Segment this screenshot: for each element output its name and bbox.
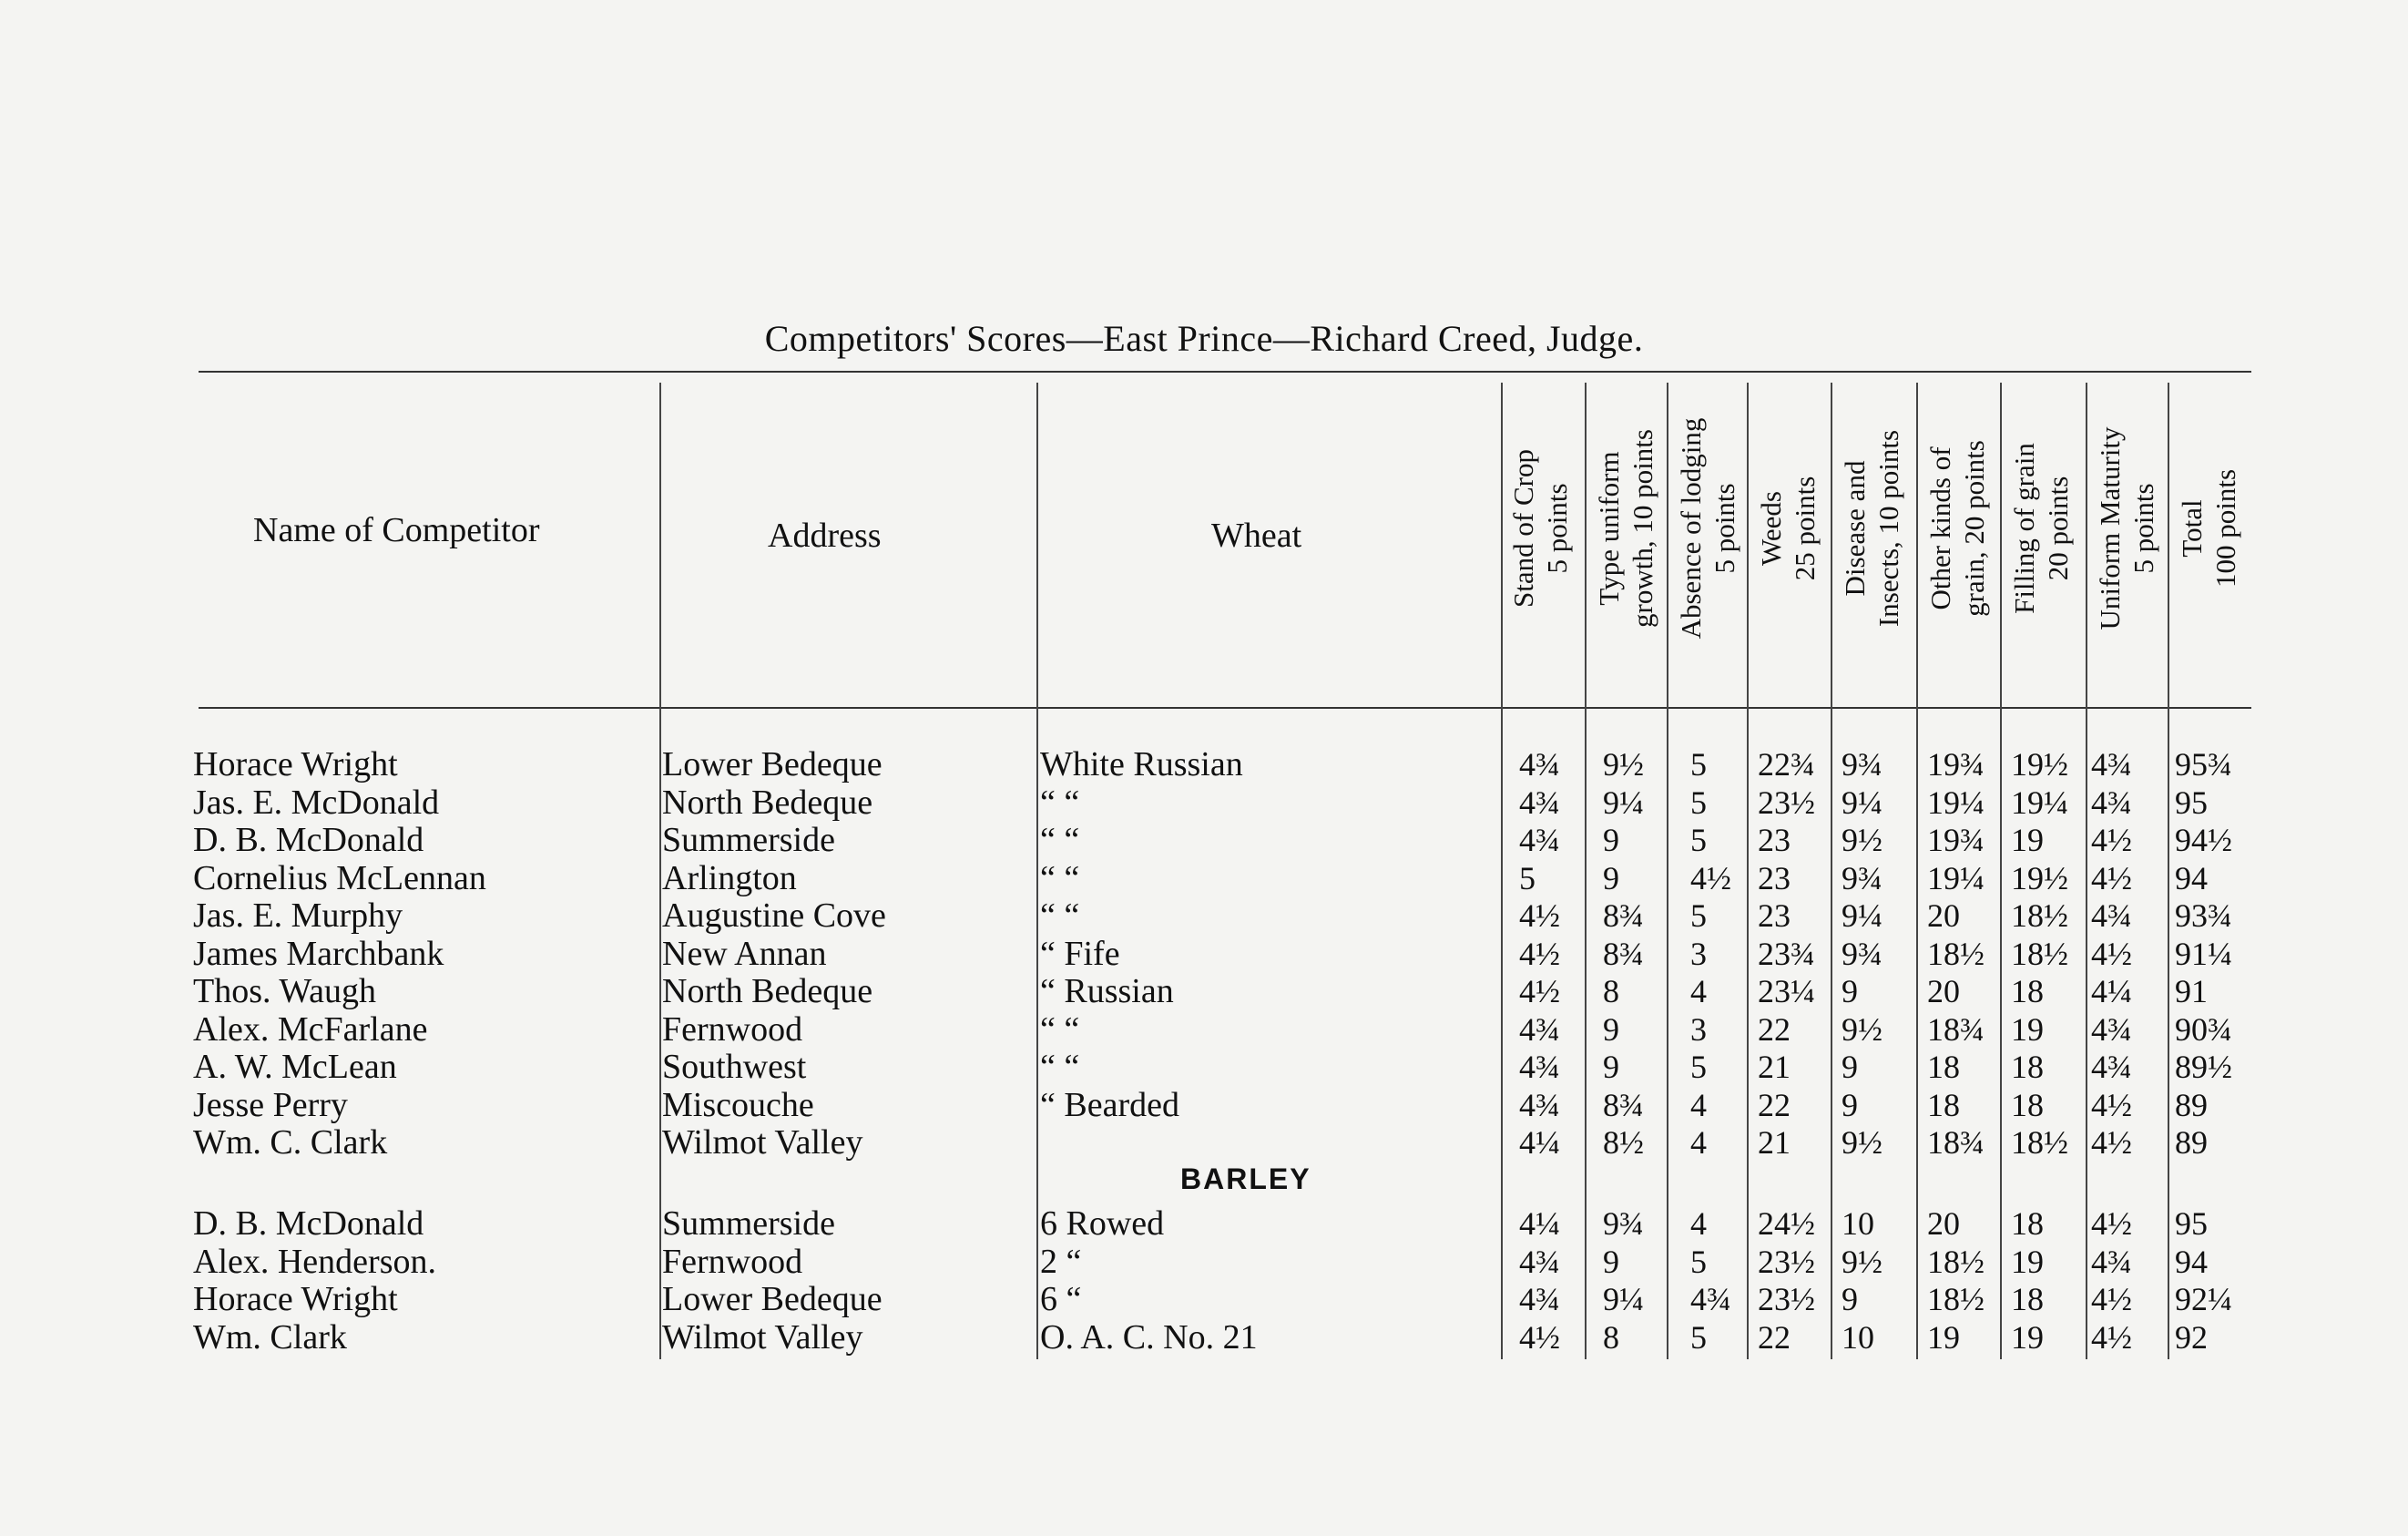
score-cell: 4¾ bbox=[1519, 783, 1560, 821]
competitor-address: Southwest bbox=[662, 1048, 807, 1086]
table-row bbox=[0, 896, 2408, 935]
score-cell: 89 bbox=[2175, 1086, 2208, 1123]
score-cell: 19 bbox=[2011, 1243, 2044, 1280]
table-row bbox=[0, 1086, 2408, 1124]
score-cell: 4½ bbox=[1519, 935, 1560, 972]
score-cell: 9½ bbox=[1842, 822, 1883, 858]
score-cell: 18½ bbox=[1927, 935, 1985, 972]
score-cell: 9 bbox=[1842, 1086, 1858, 1123]
competitor-name: Wm. C. Clark bbox=[193, 1123, 388, 1162]
score-header-line1: Disease and bbox=[1839, 460, 1871, 597]
score-cell: 4¾ bbox=[1519, 822, 1560, 858]
score-cell: 9 bbox=[1842, 973, 1858, 1009]
score-cell: 4¾ bbox=[1519, 1010, 1560, 1048]
score-cell: 18 bbox=[2011, 1281, 2044, 1317]
score-cell: 94½ bbox=[2175, 822, 2232, 858]
score-cell: 9 bbox=[1603, 1049, 1619, 1085]
competitor-address: New Annan bbox=[662, 934, 827, 973]
score-cell: 4¼ bbox=[1519, 1205, 1560, 1242]
header-name: Name of Competitor bbox=[253, 511, 540, 549]
header-bottom-rule bbox=[199, 707, 2251, 709]
score-cell: 9 bbox=[1603, 1010, 1619, 1048]
score-cell: 95 bbox=[2175, 1205, 2208, 1242]
grain-variety: White Russian bbox=[1040, 745, 1243, 783]
score-cell: 18 bbox=[2011, 973, 2044, 1009]
score-cell: 4¼ bbox=[1519, 1124, 1560, 1161]
competitor-name: Alex. McFarlane bbox=[193, 1009, 428, 1049]
score-cell: 9½ bbox=[1842, 1243, 1883, 1280]
competitor-address: Lower Bedeque bbox=[662, 745, 883, 783]
score-column-header bbox=[1592, 355, 1670, 701]
competitor-address: North Bedeque bbox=[662, 972, 873, 1010]
grain-variety: “ “ bbox=[1040, 858, 1080, 897]
score-cell: 4 bbox=[1690, 973, 1707, 1009]
grain-variety: “ Bearded bbox=[1040, 1085, 1179, 1124]
score-cell: 9¾ bbox=[1603, 1205, 1644, 1242]
score-header-line2: growth, 10 points bbox=[1627, 429, 1658, 628]
score-column-header bbox=[1838, 355, 1916, 701]
score-cell: 8¾ bbox=[1603, 935, 1644, 972]
competitor-name: A. W. McLean bbox=[193, 1048, 397, 1086]
score-cell: 9 bbox=[1842, 1049, 1858, 1085]
score-cell: 9¾ bbox=[1842, 935, 1883, 972]
score-cell: 4½ bbox=[2091, 1124, 2132, 1161]
score-cell: 3 bbox=[1690, 935, 1707, 972]
score-header-line2: 5 points bbox=[1541, 483, 1573, 574]
score-cell: 18½ bbox=[1927, 1243, 1985, 1280]
score-cell: 9¼ bbox=[1603, 783, 1644, 821]
score-column-header bbox=[2175, 355, 2253, 701]
score-cell: 90¾ bbox=[2175, 1010, 2232, 1048]
score-cell: 8 bbox=[1603, 1318, 1619, 1356]
score-cell: 18½ bbox=[2011, 935, 2068, 972]
score-cell: 18 bbox=[2011, 1086, 2044, 1123]
score-header-line1: Stand of Crop bbox=[1507, 449, 1539, 608]
score-cell: 5 bbox=[1690, 1049, 1707, 1085]
competitor-address: Summerside bbox=[662, 821, 835, 859]
grain-variety: “ Russian bbox=[1040, 972, 1174, 1010]
competitor-address: Wilmot Valley bbox=[662, 1317, 863, 1357]
score-cell: 93¾ bbox=[2175, 897, 2232, 934]
table-row bbox=[0, 1280, 2408, 1318]
score-cell: 18¾ bbox=[1927, 1124, 1985, 1161]
score-cell: 9¾ bbox=[1842, 859, 1883, 896]
competitor-name: Horace Wright bbox=[193, 745, 398, 783]
score-cell: 5 bbox=[1690, 1318, 1707, 1356]
score-cell: 4 bbox=[1690, 1086, 1707, 1123]
competitor-address: Miscouche bbox=[662, 1085, 814, 1124]
score-cell: 19½ bbox=[2011, 859, 2068, 896]
score-cell: 4½ bbox=[1519, 1318, 1560, 1356]
competitor-name: Horace Wright bbox=[193, 1280, 398, 1318]
score-cell: 4¾ bbox=[1519, 1049, 1560, 1085]
score-cell: 4¾ bbox=[1519, 1086, 1560, 1123]
score-cell: 19 bbox=[2011, 1010, 2044, 1048]
score-header-line1: Absence of lodging bbox=[1675, 417, 1707, 640]
score-cell: 4½ bbox=[2091, 1318, 2132, 1356]
score-header-line2: 25 points bbox=[1789, 476, 1821, 581]
score-cell: 4¾ bbox=[2091, 1243, 2132, 1280]
score-cell: 18½ bbox=[1927, 1281, 1985, 1317]
grain-variety: 6 Rowed bbox=[1040, 1204, 1165, 1243]
score-cell: 9 bbox=[1842, 1281, 1858, 1317]
score-cell: 10 bbox=[1842, 1205, 1874, 1242]
table-title: Competitors' Scores—East Prince—Richard Creed, Judge. bbox=[764, 318, 1644, 359]
score-cell: 94 bbox=[2175, 859, 2208, 896]
grain-variety: O. A. C. No. 21 bbox=[1040, 1317, 1258, 1357]
score-cell: 8 bbox=[1603, 973, 1619, 1009]
competitor-name: Thos. Waugh bbox=[193, 972, 377, 1010]
grain-variety: “ “ bbox=[1040, 783, 1080, 822]
competitor-name: D. B. McDonald bbox=[193, 1204, 424, 1243]
score-cell: 4½ bbox=[2091, 1281, 2132, 1317]
score-cell: 9½ bbox=[1603, 746, 1644, 783]
score-cell: 9¾ bbox=[1842, 746, 1883, 783]
score-cell: 91¼ bbox=[2175, 935, 2232, 972]
score-cell: 5 bbox=[1690, 822, 1707, 858]
grain-variety: 2 “ bbox=[1040, 1242, 1082, 1281]
table-row bbox=[0, 1318, 2408, 1357]
competitor-name: Cornelius McLennan bbox=[193, 858, 486, 897]
score-cell: 23 bbox=[1758, 822, 1791, 858]
score-cell: 9½ bbox=[1842, 1124, 1883, 1161]
score-cell: 4¾ bbox=[2091, 783, 2132, 821]
score-cell: 18 bbox=[2011, 1049, 2044, 1085]
table-row bbox=[0, 1243, 2408, 1281]
competitor-name: Jas. E. McDonald bbox=[193, 783, 440, 822]
table-row bbox=[0, 821, 2408, 859]
score-cell: 4¾ bbox=[1690, 1281, 1731, 1317]
score-cell: 4½ bbox=[2091, 822, 2132, 858]
score-column-header bbox=[2093, 355, 2171, 701]
score-cell: 5 bbox=[1519, 859, 1536, 896]
score-cell: 20 bbox=[1927, 897, 1960, 934]
score-cell: 4¾ bbox=[1519, 746, 1560, 783]
score-cell: 23½ bbox=[1758, 1243, 1815, 1280]
score-cell: 4½ bbox=[2091, 1086, 2132, 1123]
score-cell: 19¼ bbox=[1927, 859, 1985, 896]
score-cell: 95 bbox=[2175, 783, 2208, 821]
score-cell: 23¾ bbox=[1758, 935, 1815, 972]
competitor-address: Summerside bbox=[662, 1204, 835, 1243]
score-cell: 18 bbox=[2011, 1205, 2044, 1242]
score-cell: 23¼ bbox=[1758, 973, 1815, 1009]
score-cell: 18 bbox=[1927, 1049, 1960, 1085]
score-header-line2: 5 points bbox=[1709, 483, 1740, 574]
grain-variety: “ “ bbox=[1040, 1048, 1080, 1086]
score-cell: 18½ bbox=[2011, 897, 2068, 934]
score-cell: 89 bbox=[2175, 1124, 2208, 1161]
grain-variety: “ “ bbox=[1040, 1009, 1080, 1049]
score-cell: 21 bbox=[1758, 1124, 1791, 1161]
score-cell: 9¼ bbox=[1842, 783, 1883, 821]
score-header-line1: Type uniform bbox=[1593, 451, 1625, 606]
competitor-name: Jas. E. Murphy bbox=[193, 896, 403, 935]
score-cell: 8¾ bbox=[1603, 1086, 1644, 1123]
competitor-address: Fernwood bbox=[662, 1242, 803, 1281]
score-cell: 4½ bbox=[2091, 1205, 2132, 1242]
score-cell: 20 bbox=[1927, 1205, 1960, 1242]
score-cell: 94 bbox=[2175, 1243, 2208, 1280]
score-cell: 91 bbox=[2175, 973, 2208, 1009]
score-cell: 18½ bbox=[2011, 1124, 2068, 1161]
score-cell: 9 bbox=[1603, 1243, 1619, 1280]
competitor-name: Alex. Henderson. bbox=[193, 1242, 436, 1281]
score-cell: 4½ bbox=[2091, 859, 2132, 896]
score-cell: 19 bbox=[2011, 1318, 2044, 1356]
score-column-header bbox=[1674, 355, 1752, 701]
score-header-line2: 5 points bbox=[2127, 483, 2159, 574]
score-cell: 19 bbox=[2011, 822, 2044, 858]
score-cell: 89½ bbox=[2175, 1049, 2232, 1085]
score-cell: 22 bbox=[1758, 1318, 1791, 1356]
score-cell: 4¾ bbox=[1519, 1243, 1560, 1280]
score-cell: 9 bbox=[1603, 822, 1619, 858]
score-cell: 22¾ bbox=[1758, 746, 1815, 783]
score-cell: 3 bbox=[1690, 1010, 1707, 1048]
competitor-address: Fernwood bbox=[662, 1009, 803, 1049]
score-cell: 5 bbox=[1690, 783, 1707, 821]
score-cell: 4¾ bbox=[1519, 1281, 1560, 1317]
score-column-header bbox=[1754, 355, 1832, 701]
score-cell: 4½ bbox=[1690, 859, 1731, 896]
score-cell: 19¾ bbox=[1927, 822, 1985, 858]
score-header-line1: Filling of grain bbox=[2008, 443, 2040, 614]
score-cell: 4 bbox=[1690, 1205, 1707, 1242]
score-cell: 4¼ bbox=[2091, 973, 2132, 1009]
score-cell: 23½ bbox=[1758, 783, 1815, 821]
score-cell: 19¼ bbox=[1927, 783, 1985, 821]
score-cell: 18 bbox=[1927, 1086, 1960, 1123]
score-cell: 5 bbox=[1690, 897, 1707, 934]
score-cell: 4½ bbox=[1519, 897, 1560, 934]
table-row bbox=[0, 935, 2408, 973]
score-header-line2: Insects, 10 points bbox=[1872, 429, 1904, 628]
score-cell: 9¼ bbox=[1603, 1281, 1644, 1317]
competitor-address: Wilmot Valley bbox=[662, 1123, 863, 1162]
score-header-line2: 20 points bbox=[2042, 476, 2074, 581]
score-cell: 22 bbox=[1758, 1010, 1791, 1048]
score-cell: 4¾ bbox=[2091, 1049, 2132, 1085]
header-wheat: Wheat bbox=[1211, 517, 1302, 555]
score-cell: 9 bbox=[1603, 859, 1619, 896]
table-row bbox=[0, 972, 2408, 1010]
table-row bbox=[0, 1048, 2408, 1086]
score-cell: 24½ bbox=[1758, 1205, 1815, 1242]
grain-variety: “ “ bbox=[1040, 896, 1080, 935]
table-row bbox=[0, 783, 2408, 822]
grain-variety: 6 “ bbox=[1040, 1280, 1082, 1318]
score-cell: 10 bbox=[1842, 1318, 1874, 1356]
score-cell: 19¼ bbox=[2011, 783, 2068, 821]
score-cell: 23 bbox=[1758, 897, 1791, 934]
score-cell: 21 bbox=[1758, 1049, 1791, 1085]
score-cell: 23 bbox=[1758, 859, 1791, 896]
barley-section-label: BARLEY bbox=[1180, 1162, 1311, 1195]
score-cell: 95¾ bbox=[2175, 746, 2232, 783]
competitor-address: North Bedeque bbox=[662, 783, 873, 822]
score-header-line2: grain, 20 points bbox=[1958, 440, 1990, 617]
score-cell: 5 bbox=[1690, 1243, 1707, 1280]
competitor-name: Wm. Clark bbox=[193, 1317, 347, 1357]
score-column-header bbox=[1923, 355, 2002, 701]
grain-variety: “ Fife bbox=[1040, 934, 1120, 973]
score-cell: 4½ bbox=[2091, 935, 2132, 972]
competitor-name: Jesse Perry bbox=[193, 1085, 348, 1124]
table-row bbox=[0, 1010, 2408, 1049]
competitor-name: D. B. McDonald bbox=[193, 821, 424, 859]
score-header-line1: Weeds bbox=[1755, 491, 1787, 566]
table-row bbox=[0, 1123, 2408, 1162]
score-cell: 92¼ bbox=[2175, 1281, 2232, 1317]
score-column-header bbox=[2007, 355, 2086, 701]
score-cell: 20 bbox=[1927, 973, 1960, 1009]
score-cell: 92 bbox=[2175, 1318, 2208, 1356]
competitor-address: Arlington bbox=[662, 858, 797, 897]
score-cell: 8½ bbox=[1603, 1124, 1644, 1161]
table-row bbox=[0, 1204, 2408, 1243]
competitor-address: Lower Bedeque bbox=[662, 1280, 883, 1318]
score-cell: 5 bbox=[1690, 746, 1707, 783]
score-header-line1: Other kinds of bbox=[1924, 446, 1956, 610]
score-header-line1: Total bbox=[2176, 499, 2208, 558]
grain-variety: “ “ bbox=[1040, 821, 1080, 859]
table-row bbox=[0, 745, 2408, 783]
score-cell: 9½ bbox=[1842, 1010, 1883, 1048]
score-cell: 19 bbox=[1927, 1318, 1960, 1356]
score-header-line1: Uniform Maturity bbox=[2094, 426, 2126, 630]
score-column-header bbox=[1506, 355, 1585, 701]
score-cell: 23½ bbox=[1758, 1281, 1815, 1317]
score-cell: 19¾ bbox=[1927, 746, 1985, 783]
header-address: Address bbox=[768, 517, 882, 555]
score-cell: 4¾ bbox=[2091, 897, 2132, 934]
score-cell: 22 bbox=[1758, 1086, 1791, 1123]
score-cell: 9¼ bbox=[1842, 897, 1883, 934]
competitor-name: James Marchbank bbox=[193, 934, 444, 973]
score-cell: 4¾ bbox=[2091, 1010, 2132, 1048]
score-header-line2: 100 points bbox=[2209, 468, 2241, 589]
score-cell: 4 bbox=[1690, 1124, 1707, 1161]
score-cell: 4½ bbox=[1519, 973, 1560, 1009]
score-cell: 8¾ bbox=[1603, 897, 1644, 934]
table-row bbox=[0, 859, 2408, 897]
score-cell: 4¾ bbox=[2091, 746, 2132, 783]
score-cell: 19½ bbox=[2011, 746, 2068, 783]
competitor-address: Augustine Cove bbox=[662, 896, 886, 935]
score-cell: 18¾ bbox=[1927, 1010, 1985, 1048]
